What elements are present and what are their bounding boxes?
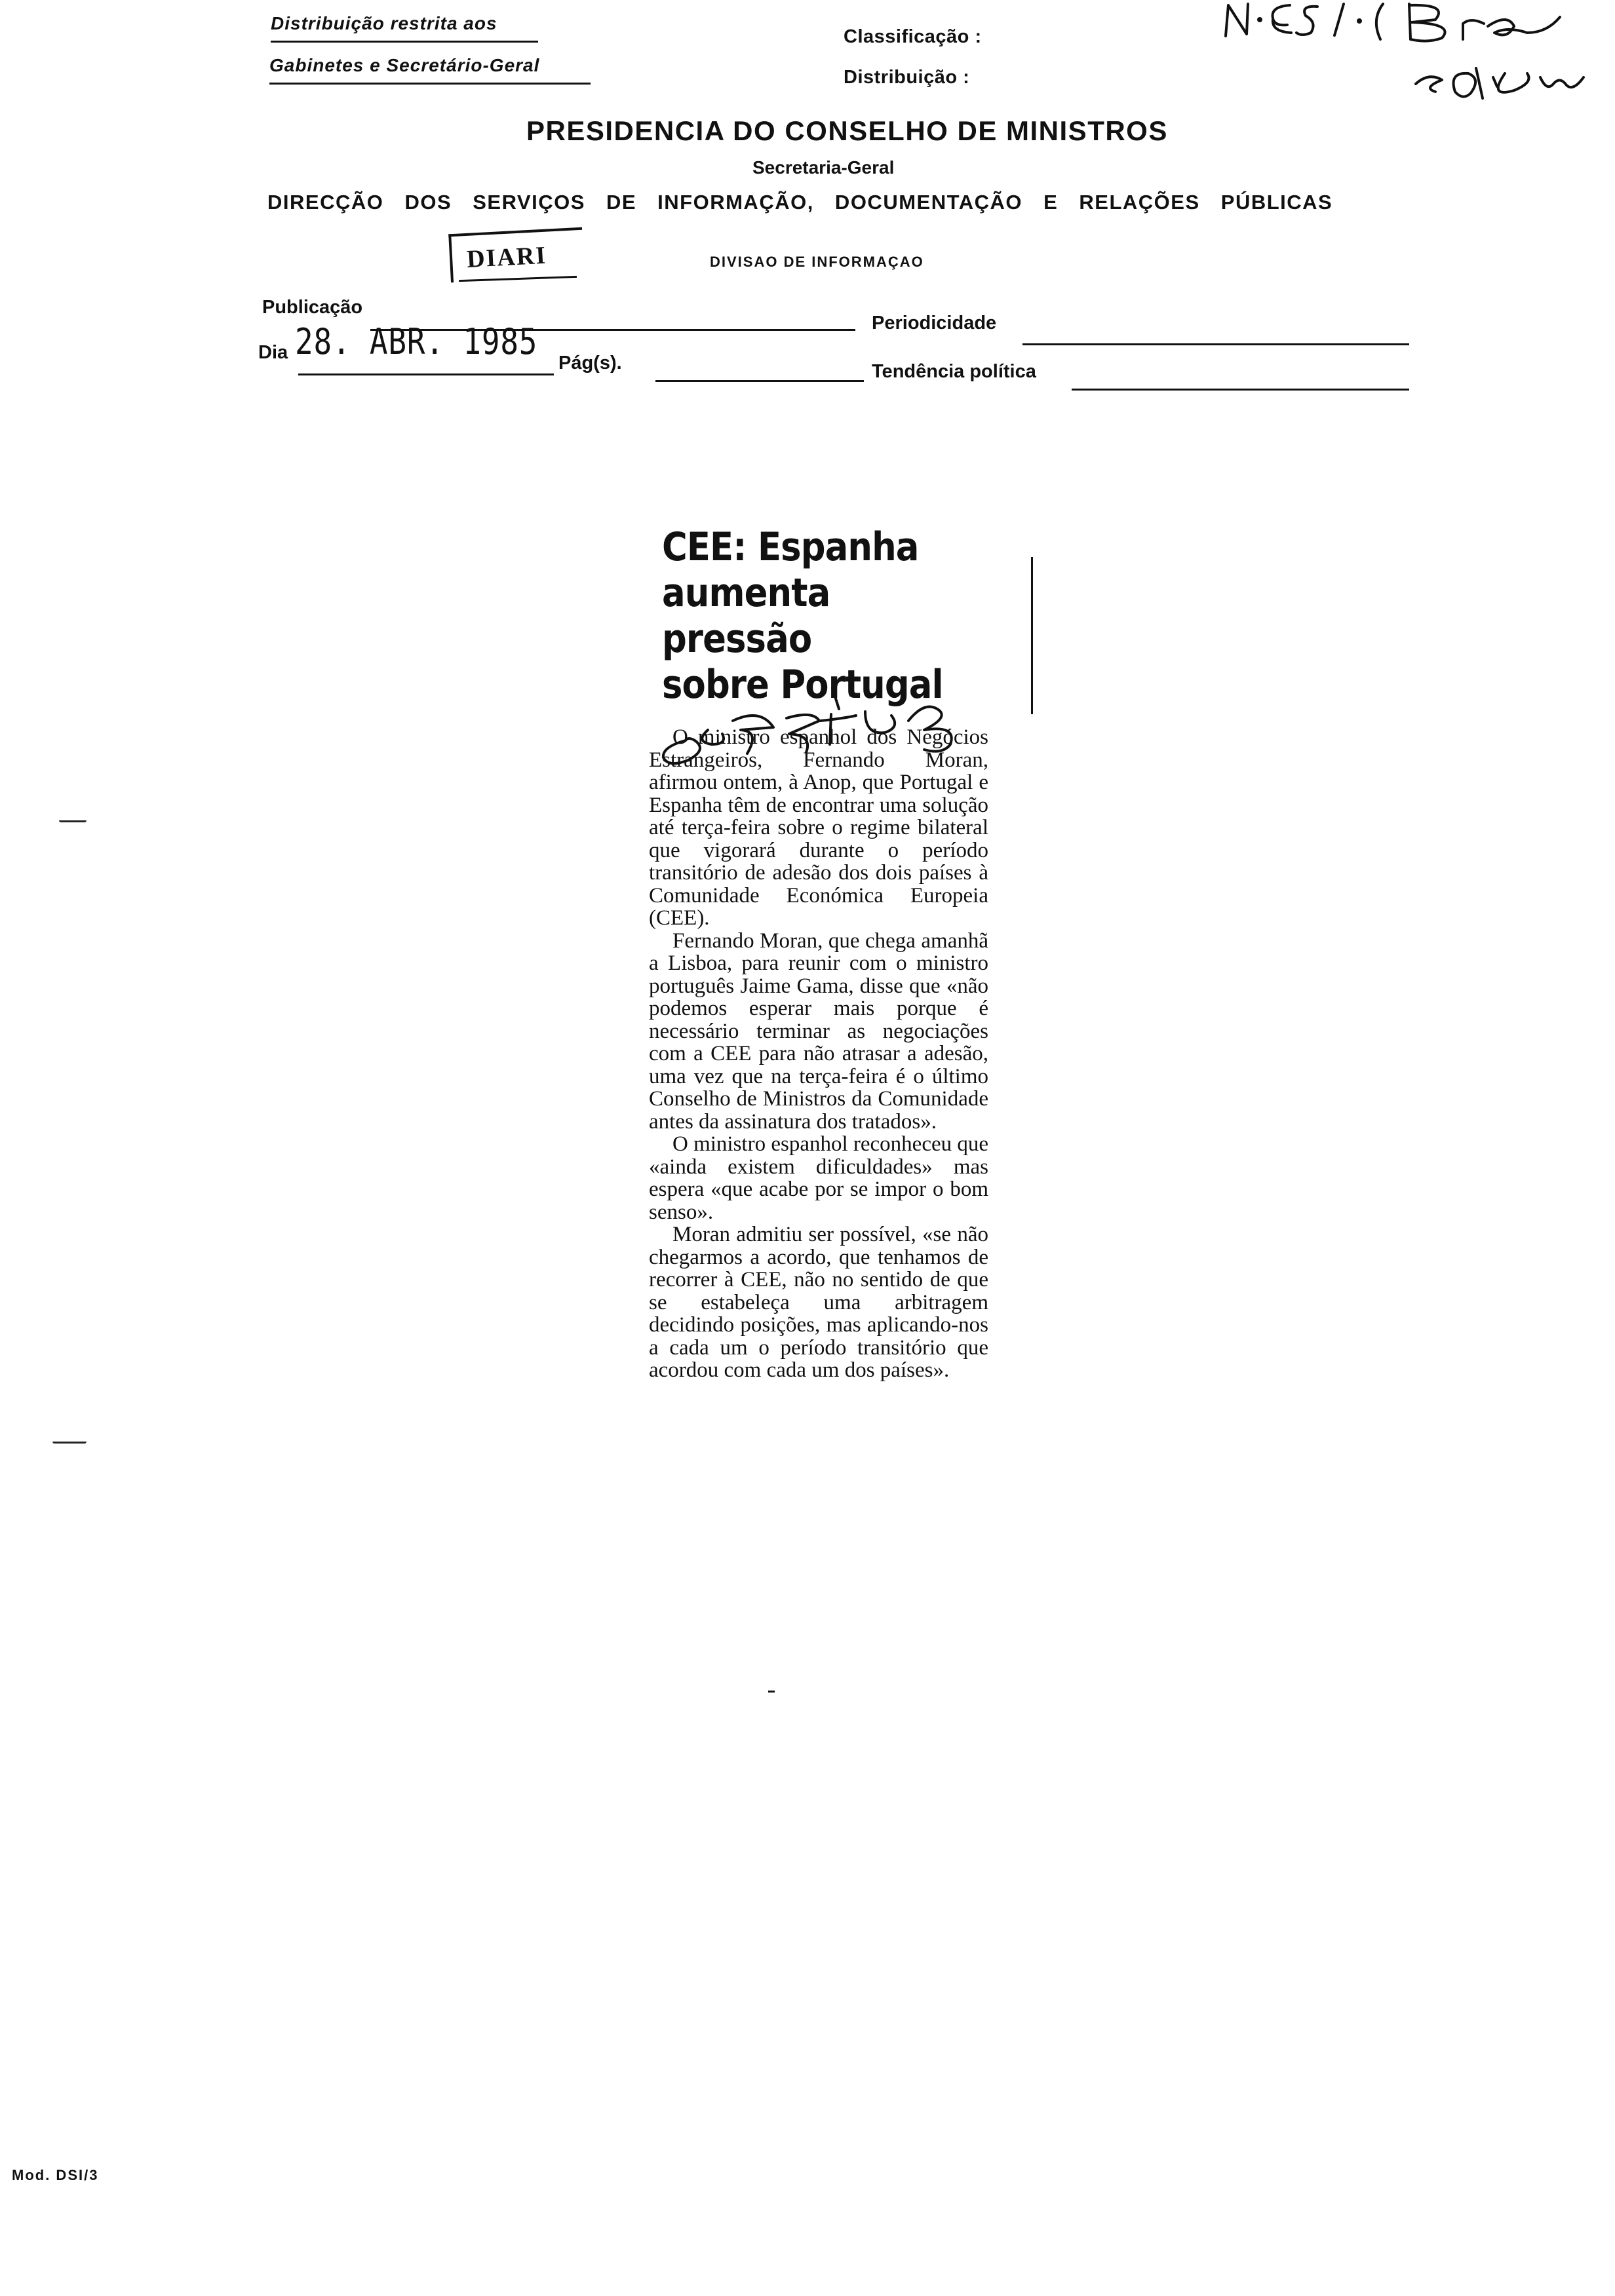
scan-mark <box>59 820 87 822</box>
headline-line: sobre Portugal <box>662 662 943 708</box>
clipping-column-rule <box>1031 557 1033 714</box>
tendencia-label: Tendência política <box>872 361 1036 382</box>
article-paragraph: O ministro espanhol reconheceu que «ainda existem dificuldades» mas espera «que acabe por se impor o bom senso». <box>649 1132 989 1224</box>
article-paragraph: Fernando Moran, que chega amanhã a Lisboa, para reunir com o ministro português Jaime Gama, disse que «não podemos esperar mais porque é necessário terminar as negociações com a CEE para não atrasar a adesão, uma vez que na terça-feira é o último Conselho de Ministros da Comunidade antes da assinatura dos tratados». <box>649 928 988 1134</box>
restriction-underline-2 <box>269 83 591 85</box>
article-paragraph: Moran admitiu ser possível, «se não chegarmos a acordo, que tenhamos de recorrer à CEE, não no sentido de que se estabeleça uma arbitragem decidindo posições, mas aplicando-nos a cada um o período transitório que acordou com cada um dos países». <box>649 1223 988 1382</box>
headline-line: pressão <box>662 616 812 662</box>
form-code: Mod. DSI/3 <box>12 2167 99 2183</box>
publicacao-label: Publicação <box>262 297 363 318</box>
stamp-text: DIARI <box>466 241 548 273</box>
direccao-title: DIRECÇÃO DOS SERVIÇOS DE INFORMAÇÃO, DOCUMENTAÇÃO E RELAÇÕES PÚBLICAS <box>267 191 1333 214</box>
dia-value: 28. ABR. 1985 <box>295 321 538 362</box>
clipping-end-mark <box>768 1691 775 1693</box>
restriction-underline-1 <box>271 41 538 43</box>
dia-rule <box>298 373 554 375</box>
subagency-title: Secretaria-Geral <box>752 157 895 178</box>
classificacao-label: Classificação : <box>844 26 982 47</box>
pags-rule <box>655 380 864 382</box>
tendencia-rule <box>1072 389 1409 391</box>
handwritten-reference-note <box>1219 0 1586 111</box>
distribuicao-label: Distribuição : <box>844 67 970 88</box>
divisao-title: DIVISAO DE INFORMAÇAO <box>710 254 924 270</box>
headline-line: CEE: Espanha <box>662 524 919 570</box>
restriction-line-2: Gabinetes e Secretário-Geral <box>269 55 540 75</box>
pags-label: Pág(s). <box>558 353 622 373</box>
article-paragraph: O ministro espanhol dos Negócios Estrangeiros, Fernando Moran, afirmou ontem, à Anop, que Portugal e Espanha têm de encontrar uma solução até terça-feira sobre o regime bilateral que vigorará durante o período transitório de adesão dos dois países à Comunidade Económica Europeia (CEE). <box>649 725 988 930</box>
dia-label: Dia <box>258 342 288 363</box>
periodicidade-rule <box>1022 343 1409 345</box>
newspaper-stamp <box>448 227 585 283</box>
article-headline <box>662 524 943 708</box>
headline-line: aumenta <box>662 570 830 616</box>
scan-mark <box>52 1442 87 1444</box>
article-body <box>649 726 988 1382</box>
agency-title: PRESIDENCIA DO CONSELHO DE MINISTROS <box>526 115 1168 146</box>
restriction-line-1: Distribuição restrita aos <box>271 13 497 33</box>
periodicidade-label: Periodicidade <box>872 313 997 334</box>
